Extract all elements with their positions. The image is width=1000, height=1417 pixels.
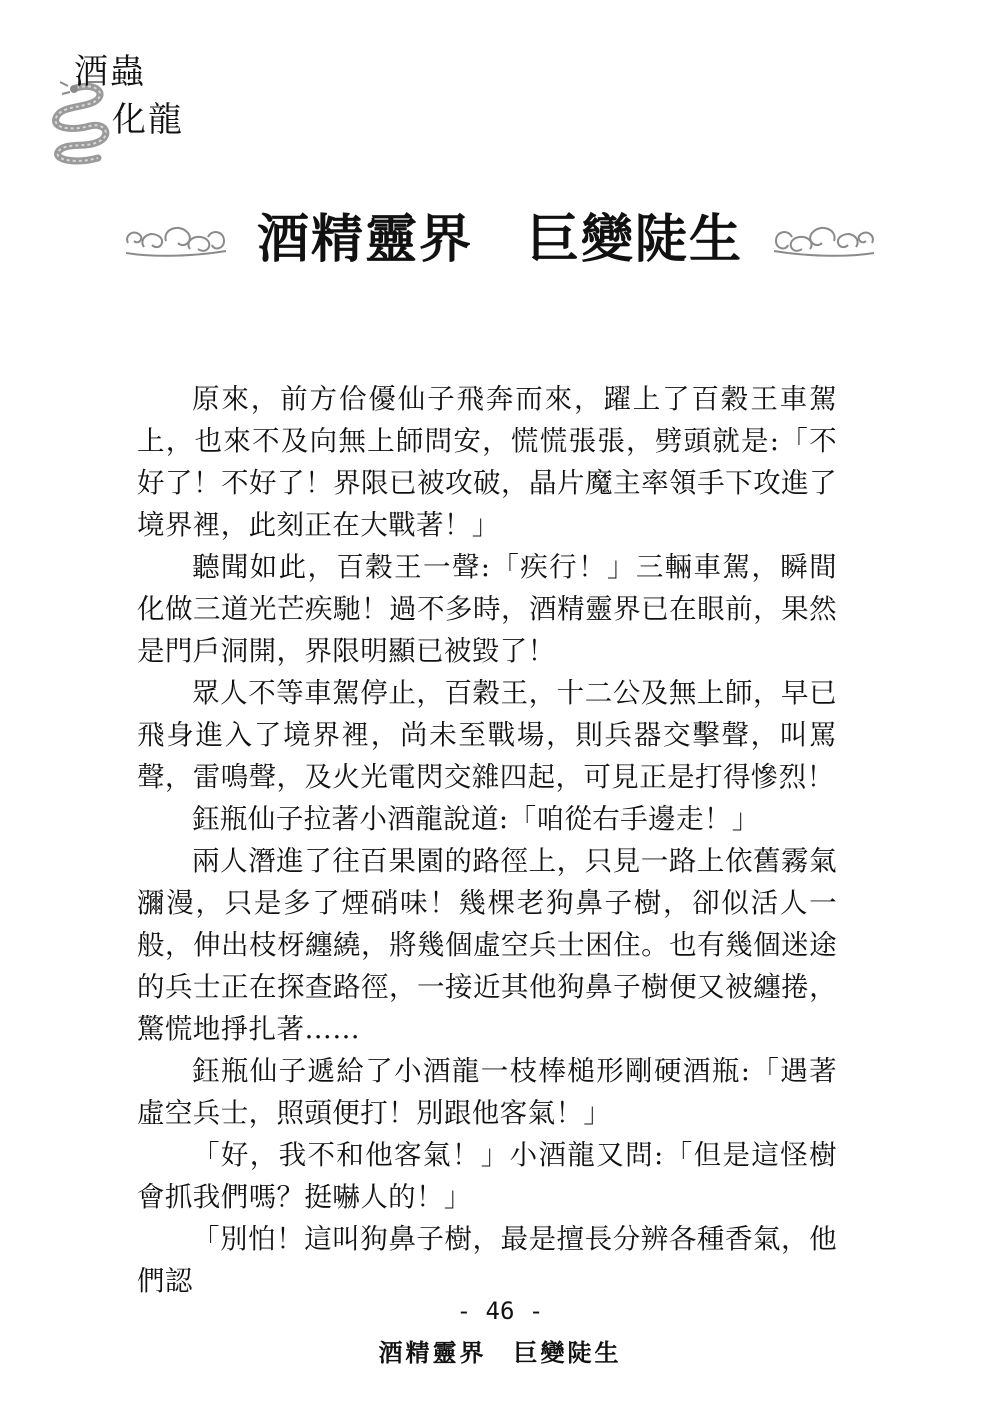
body-text [137,378,837,1302]
cloud-scroll-ornament-right-icon [770,217,880,263]
paragraph: 鈺瓶仙子拉著小酒龍說道:「咱從右手邊走！」 [192,803,760,835]
cloud-scroll-ornament-left-icon [120,217,230,263]
logo-title-line2: 化龍 [112,100,184,140]
paragraph: 原來，前方佮優仙子飛奔而來，躍上了百穀王車駕上，也來不及向無上師問安，慌慌張張，劈頭就是:「不好了！不好了！界限已被攻破，晶片魔主率領手下攻進了境界裡，此刻正在大戰著！」 [137,383,837,541]
paragraph: 「別怕！這叫狗鼻子樹，最是擅長分辨各種香氣，他們認 [137,1223,837,1297]
paragraph: 兩人潛進了往百果園的路徑上，只見一路上依舊霧氣瀰漫，只是多了煙硝味！幾棵老狗鼻子樹，卻似活人一般，伸出枝枒纏繞，將幾個虛空兵士困住。也有幾個迷途的兵士正在探查路徑，一接近其他狗鼻子樹便又被纏捲，驚慌地掙扎著…… [137,845,837,1045]
chapter-header [120,205,880,275]
paragraph: 鈺瓶仙子遞給了小酒龍一枝棒槌形剛硬酒瓶:「遇著虛空兵士，照頭便打！別跟他客氣！」 [137,1055,837,1129]
running-footer-title: 酒精靈界 巨變陡生 [378,1338,622,1367]
paragraph: 聽聞如此，百穀王一聲:「疾行！」三輛車駕，瞬間化做三道光芒疾馳！過不多時，酒精靈界已在眼前，果然是門戶洞開，界限明顯已被毀了！ [137,551,837,667]
logo-title-line1: 酒蟲 [74,52,146,92]
paragraph: 「好，我不和他客氣！」小酒龍又問:「但是這怪樹會抓我們嗎？挺嚇人的！」 [137,1139,837,1213]
chapter-title: 酒精靈界 巨變陡生 [256,210,743,270]
paragraph: 眾人不等車駕停止，百穀王，十二公及無上師，早已飛身進入了境界裡，尚未至戰場，則兵器交擊聲，叫罵聲，雷鳴聲，及火光電閃交雜四起，可見正是打得慘烈！ [137,677,837,793]
book-logo [40,40,200,170]
page-number: - 46 - [456,1297,544,1325]
